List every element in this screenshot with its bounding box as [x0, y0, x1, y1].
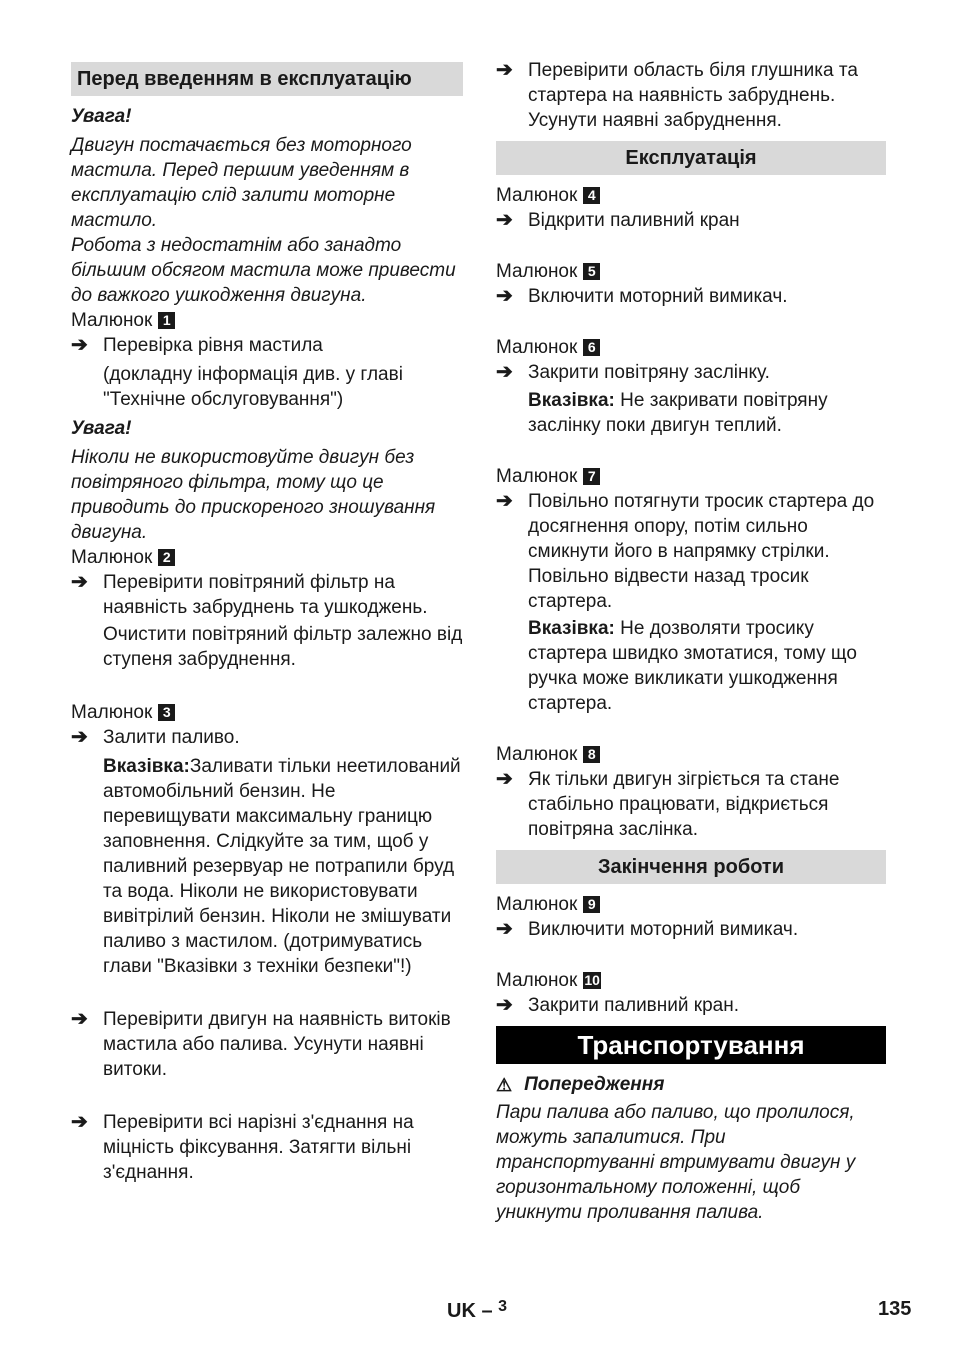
figure-ref: Малюнок 6: [496, 335, 886, 360]
arrow-right-icon: ➔: [71, 1111, 88, 1133]
instruction-note: Вказівка:Заливати тільки неетилований автомобільний бензин. Не перевищувати максимальну границю заповнення. Слідкуйте за тим, щоб у паливний резервуар не потрапили бруд та вода. Ніколи не використовувати вивітрілий бензин. Ніколи не змішувати паливо з мастилом. (дотримуватись глави "Вказівки з техніки безпеки"!): [103, 756, 461, 977]
warning-text: Робота з недостатнім або занадто більшим обсягом мастила може привести до важкого ушкодження двигуна.: [71, 235, 456, 306]
instruction-note: Вказівка: Не закривати повітряну заслінку поки двигун теплий.: [528, 390, 828, 436]
instruction-item: ➔ Повільно потягнути тросик стартера до досягнення опору, потім сильно смикнути його в напрямку стрілки.: [496, 490, 875, 562]
page-number: 135: [878, 1298, 912, 1320]
figure-number: 3: [158, 704, 175, 721]
section-heading-transport: Транспортування: [496, 1026, 886, 1064]
arrow-right-icon: ➔: [496, 285, 513, 307]
instruction-item: ➔ Відкрити паливний кран: [496, 209, 740, 231]
instruction-item: ➔ Закрити повітряну заслінку.: [496, 361, 770, 383]
instruction-subtext: Повільно відвести назад тросик стартера.: [528, 566, 809, 612]
instruction-item: ➔ Виключити моторний вимикач.: [496, 918, 799, 940]
instruction-subtext: Очистити повітряний фільтр залежно від ступеня забруднення.: [103, 624, 463, 670]
figure-number: 6: [583, 339, 600, 356]
instruction-item: ➔ Включити моторний вимикач.: [496, 285, 788, 307]
figure-number: 5: [583, 263, 600, 280]
instruction-item: ➔ Перевірити двигун на наявність витоків мастила або палива. Усунути наявні витоки.: [71, 1008, 451, 1080]
figure-ref: Малюнок 8: [496, 742, 886, 767]
figure-ref: Малюнок 10: [496, 970, 600, 991]
figure-ref: Малюнок 7: [496, 464, 886, 489]
arrow-right-icon: ➔: [71, 571, 88, 593]
figure-ref: Малюнок 9: [496, 892, 886, 917]
warning-heading: ⚠ Попередження: [496, 1074, 665, 1095]
footer-section-label: UK – $^3$: [447, 1298, 508, 1322]
figure-ref: Малюнок 4: [496, 183, 886, 208]
left-column: [71, 58, 463, 1185]
instruction-item: ➔ Закрити паливний кран.: [496, 994, 739, 1016]
warning-text: Пари палива або паливо, що пролилося, можуть запалитися. При транспортуванні втримувати двигун у горизонтальному положенні, щоб уникнути проливання палива.: [496, 1102, 856, 1223]
arrow-right-icon: ➔: [71, 334, 88, 356]
arrow-right-icon: ➔: [496, 994, 513, 1016]
figure-number: 2: [158, 549, 175, 566]
instruction-subtext: Усунути наявні забруднення.: [528, 110, 782, 131]
warning-text: Ніколи не використовуйте двигун без повітряного фільтра, тому що це приводить до прискореного зношування двигуна.: [71, 447, 436, 543]
instruction-item: ➔ Залити паливо.: [71, 726, 240, 748]
warning-text: Двигун постачається без моторного мастила. Перед першим уведенням в експлуатацію слід залити моторне мастило.: [71, 135, 412, 231]
instruction-item: ➔ Перевірити повітряний фільтр на наявність забруднень та ушкоджень.: [71, 571, 428, 618]
instruction-item: ➔ Перевірити всі нарізні з'єднання на міцність фіксування. Затягти вільні з'єднання.: [71, 1111, 414, 1183]
arrow-right-icon: ➔: [496, 768, 513, 790]
figure-ref: Малюнок 2: [71, 545, 463, 570]
figure-ref: Малюнок 5: [496, 259, 886, 284]
figure-number: 8: [583, 746, 600, 763]
arrow-right-icon: ➔: [496, 59, 513, 81]
arrow-right-icon: ➔: [496, 361, 513, 383]
figure-number: 4: [583, 187, 600, 204]
section-heading-operation: Експлуатація: [496, 141, 886, 175]
arrow-right-icon: ➔: [496, 209, 513, 231]
arrow-right-icon: ➔: [71, 726, 88, 748]
section-heading-before-operation: Перед введенням в експлуатацію: [71, 62, 463, 96]
warning-title: Увага!: [71, 418, 132, 439]
instruction-subtext: (докладну інформація див. у главі "Технічне обслуговування"): [103, 364, 403, 410]
instruction-item: ➔ Як тільки двигун зігріється та стане стабільно працювати, відкриється повітряна заслінка.: [496, 768, 840, 840]
arrow-right-icon: ➔: [496, 490, 513, 512]
arrow-right-icon: ➔: [71, 1008, 88, 1030]
figure-number: 7: [583, 468, 600, 485]
instruction-item: ➔ Перевірка рівня мастила: [71, 334, 323, 356]
figure-number: 10: [584, 972, 600, 988]
section-heading-end-of-work: Закінчення роботи: [496, 850, 886, 884]
figure-number: 9: [583, 896, 600, 913]
figure-number: 1: [158, 312, 175, 329]
figure-ref: Малюнок 3: [71, 700, 463, 725]
right-column: [496, 58, 886, 1225]
instruction-note: Вказівка: Не дозволяти тросику стартера швидко змотатися, тому що ручка може викликати ушкодження стартера.: [528, 618, 857, 714]
arrow-right-icon: ➔: [496, 918, 513, 940]
warning-title: Увага!: [71, 106, 132, 127]
figure-ref: Малюнок 1: [71, 308, 463, 333]
instruction-item: ➔ Перевірити область біля глушника та стартера на наявність забруднень.: [496, 59, 858, 106]
warning-triangle-icon: ⚠: [496, 1074, 513, 1095]
